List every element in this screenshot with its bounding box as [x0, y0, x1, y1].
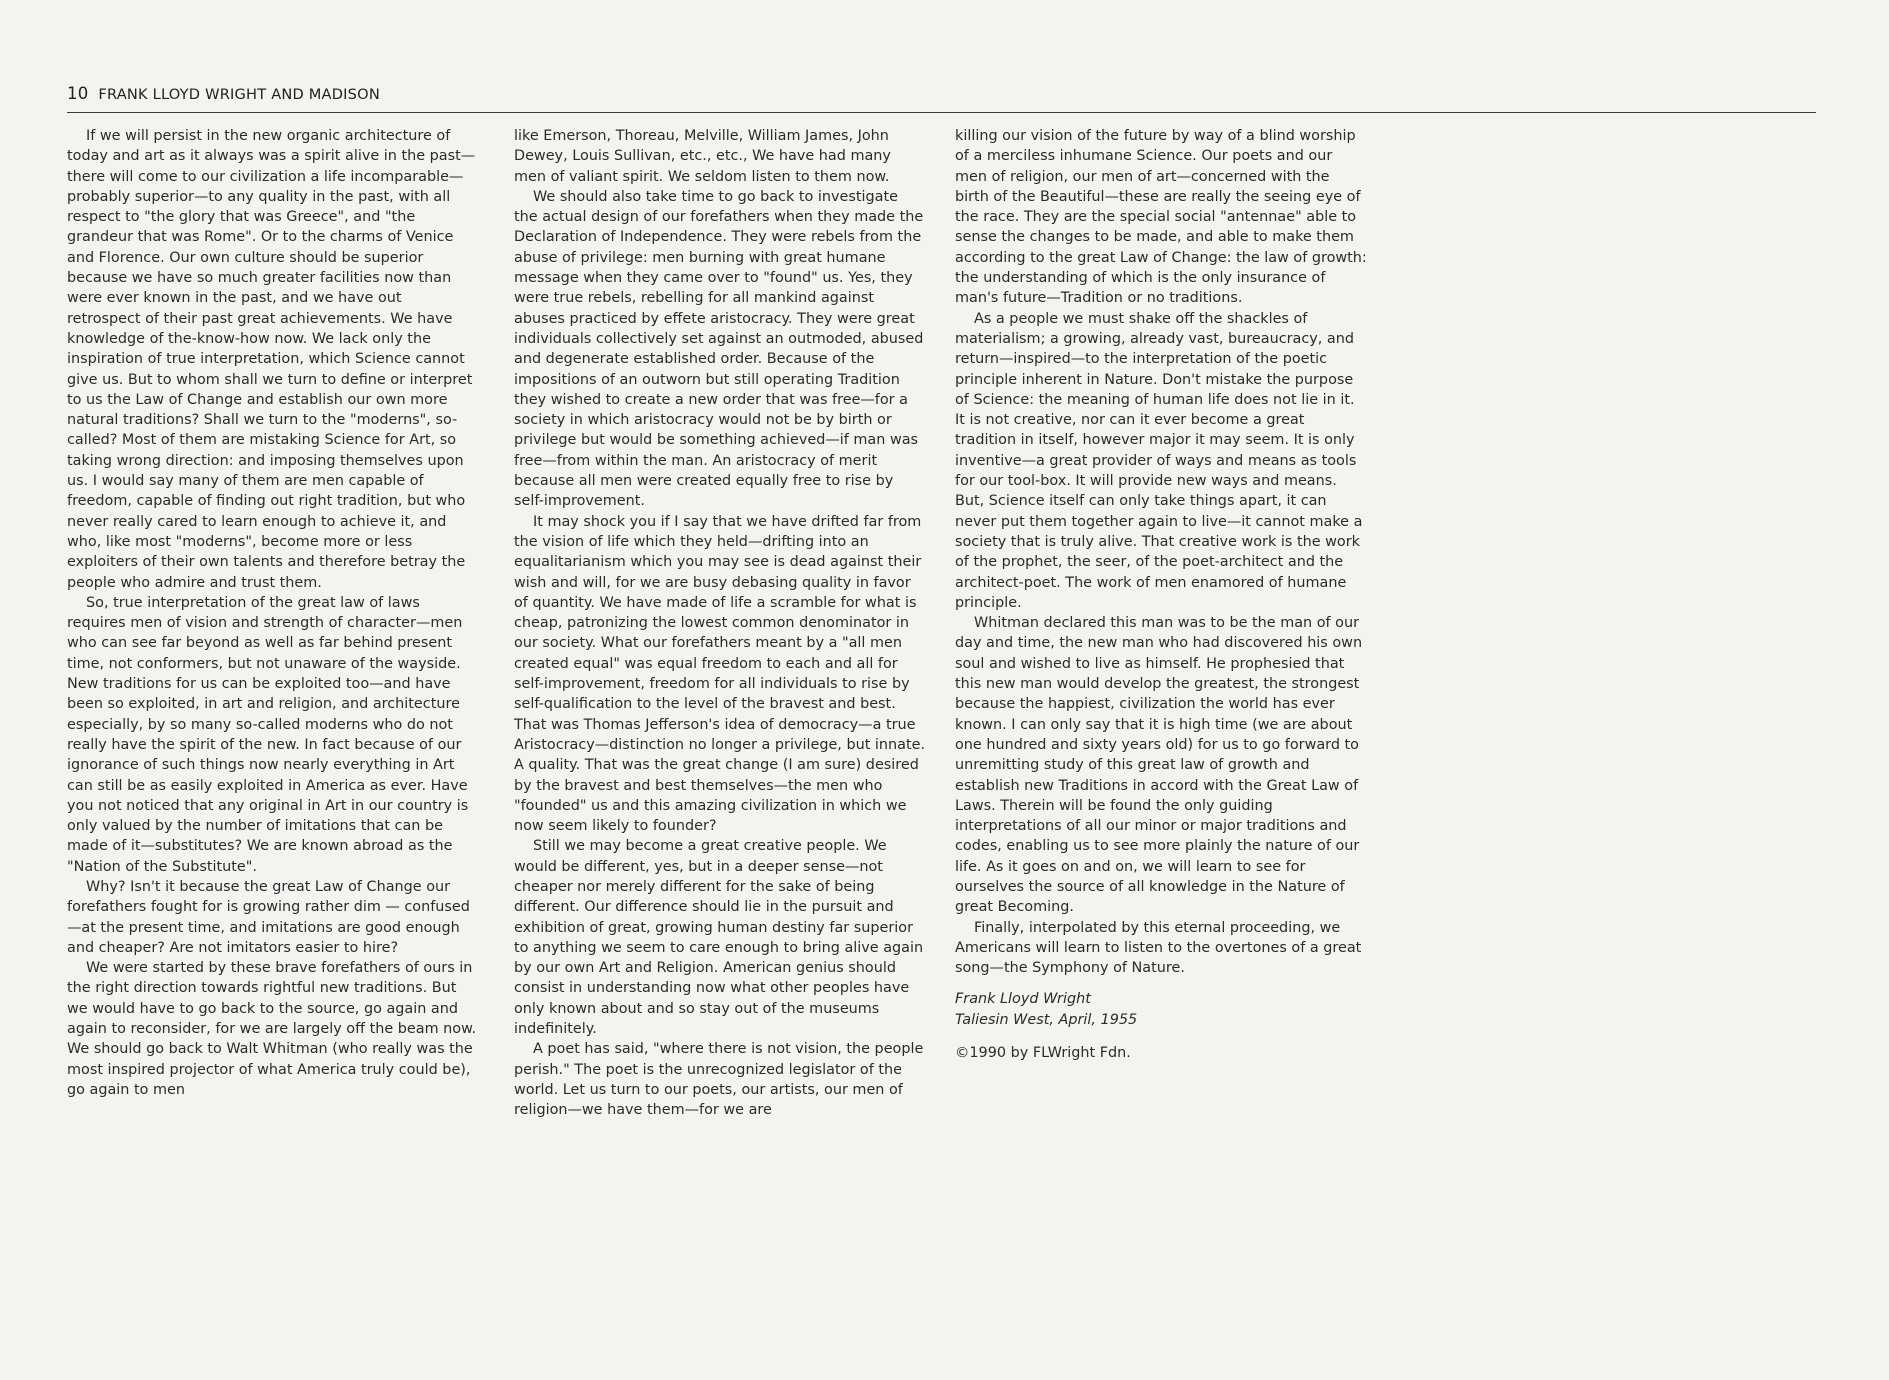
text-column-1	[67, 126, 479, 1100]
signature-place: Taliesin West, April, 1955	[955, 1011, 1138, 1028]
paragraph: So, true interpretation of the great law of laws requires men of vision and strength of character—men who can see far beyond as well as far behind present time, not conformers, but not unaware of the wayside. New traditions for us can be exploited too—and have been so exploited, in art and religion, and architecture especially, by so many so-called moderns who do not really have the spirit of the new. In fact because of our ignorance of such things now nearly everything in Art can still be as easily exploited in America as ever. Have you not noticed that any original in Art in our country is only valued by the number of imitations that can be made of it—substitutes? We are known abroad as the "Nation of the Substitute".	[67, 594, 469, 875]
signature-name: Frank Lloyd Wright	[955, 991, 1091, 1008]
running-header	[67, 84, 380, 103]
paragraph: Still we may become a great creative people. We would be different, yes, but in a deeper sense—not cheaper nor merely different for the sake of being different. Our difference should lie in the pursuit and exhibition of great, growing human destiny far superior to anything we seem to care enough to bring alive again by our own Art and Religion. American genius should consist in understanding now what other peoples have only known about and so stay out of the museums indefinitely.	[514, 838, 924, 1038]
text-column-2	[514, 126, 926, 1121]
paragraph: It may shock you if I say that we have drifted far from the vision of life which they held—drifting into an equalitarianism which you may see is dead against their wish and will, for we are busy debasing quality in favor of quantity. We have made of life a scramble for what is cheap, patronizing the lowest common denominator in our society. What our forefathers meant by a "all men created equal" was equal freedom to each and all for self-improvement, freedom for all individuals to rise by self-qualification to the level of the bravest and best. That was Thomas Jefferson's idea of democracy—a true Aristocracy—distinction no longer a privilege, but innate. A quality. That was the great change (I am sure) desired by the bravest and best themselves—the men who "founded" us and this amazing civilization in which we now seem likely to founder?	[514, 513, 926, 835]
running-title: FRANK LLOYD WRIGHT AND MADISON	[98, 86, 380, 103]
text-column-3	[955, 126, 1367, 1063]
paragraph: We were started by these brave forefathers of ours in the right direction towards rightful new traditions. But we would have to go back to the source, go again and again to reconsider, for we are largely off the beam now. We should go back to Walt Whitman (who really was the most inspired projector of what America truly could be), go again to men	[67, 960, 477, 1098]
paragraph: Whitman declared this man was to be the man of our day and time, the new man who had discovered his own soul and wished to live as himself. He prophesied that this new man would develop the greatest, the strongest because the happiest, civilization the world has ever known. I can only say that it is high time (we are about one hundred and sixty years old) for us to go forward to unremitting study of this great law of growth and establish new Traditions in accord with the Great Law of Laws. Therein will be found the only guiding interpretations of all our minor or major traditions and codes, enabling us to see more plainly the nature of our life. As it goes on and on, we will learn to see for ourselves the source of all knowledge in the Nature of great Becoming.	[955, 615, 1363, 916]
signature	[955, 989, 1367, 1030]
copyright-notice: ©1990 by FLWright Fdn.	[955, 1045, 1131, 1062]
paragraph: Finally, interpolated by this eternal proceeding, we Americans will learn to listen to the overtones of a great song—the Symphony of Nature.	[955, 919, 1362, 977]
paragraph: A poet has said, "where there is not vision, the people perish." The poet is the unrecognized legislator of the world. Let us turn to our poets, our artists, our men of religion—we have them—for we are	[514, 1041, 924, 1119]
paragraph: Why? Isn't it because the great Law of Change our forefathers fought for is growing rather dim — confused—at the present time, and imitations are good enough and cheaper? Are not imitators easier to hire?	[67, 878, 470, 956]
paragraph-continued: killing our vision of the future by way of a blind worship of a merciless inhumane Science. Our poets and our men of religion, our men of art—concerned with the birth of the Beautiful—these are really the seeing eye of the race. They are the special social "antennae" able to sense the changes to be made, and able to make them according to the great Law of Change: the law of growth: the understanding of which is the only insurance of man's future—Tradition or no traditions.	[955, 128, 1367, 307]
paragraph-continued: like Emerson, Thoreau, Melville, William James, John Dewey, Louis Sullivan, etc., etc., We have had many men of valiant spirit. We seldom listen to them now.	[514, 128, 891, 185]
paragraph: If we will persist in the new organic architecture of today and art as it always was a spirit alive in the past—there will come to our civilization a life incomparable—probably superior—to any quality in the past, with all respect to "the glory that was Greece", and "the grandeur that was Rome". Or to the charms of Venice and Florence. Our own culture should be superior because we have so much greater facilities now than were ever known in the past, and we have out retrospect of their past great achievements. We have knowledge of the-know-how now. We lack only the inspiration of true interpretation, which Science cannot give us. But to whom shall we turn to define or interpret to us the Law of Change and establish our own more natural traditions? Shall we turn to the "moderns", so-called? Most of them are mistaking Science for Art, so taking wrong direction: and imposing themselves upon us. I would say many of them are men capable of freedom, capable of finding out right tradition, but who never really cared to learn enough to achieve it, and who, like most "moderns", become more or less exploiters of their own talents and therefore betray the people who admire and trust them.	[67, 128, 476, 591]
header-rule	[67, 112, 1816, 113]
paragraph: As a people we must shake off the shackles of materialism; a growing, already vast, bureaucracy, and return—inspired—to the interpretation of the poetic principle inherent in Nature. Don't mistake the purpose of Science: the meaning of human life does not lie in it. It is not creative, nor can it ever become a great tradition in itself, however major it may seem. It is only inventive—a great provider of ways and means as tools for our tool-box. It will provide new ways and means. But, Science itself can only take things apart, it can never put them together again to live—it cannot make a society that is truly alive. That creative work is the work of the prophet, the seer, of the poet-architect and the architect-poet. The work of men enamored of humane principle.	[955, 310, 1363, 611]
paragraph: We should also take time to go back to investigate the actual design of our forefathers when they made the Declaration of Independence. They were rebels from the abuse of privilege: men burning with great humane message when they came over to "found" us. Yes, they were true rebels, rebelling for all mankind against abuses practiced by effete aristocracy. They were great individuals collectively set against an outmoded, abused and degenerate established order. Because of the impositions of an outworn but still operating Tradition they wished to create a new order that was free—for a society in which aristocracy would not be by birth or privilege but would be something achieved—if man was free—from within the man. An aristocracy of merit because all men were created equally free to rise by self-improvement.	[514, 188, 924, 510]
page-number: 10	[67, 84, 89, 103]
